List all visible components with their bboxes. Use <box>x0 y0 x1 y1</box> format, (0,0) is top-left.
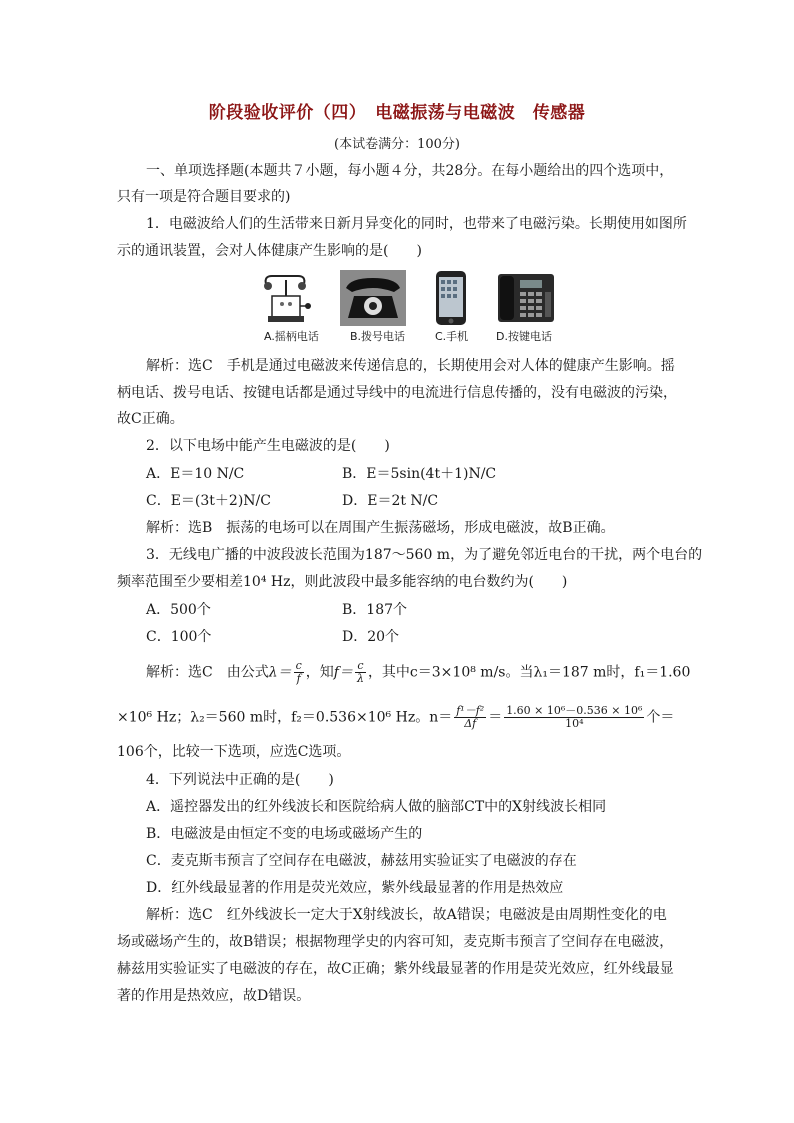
keypad-phone-icon <box>494 270 558 326</box>
formula-lambda: λ＝ <box>268 664 292 681</box>
q2-option-b: B．E＝5sin(4t＋1)N/C <box>342 466 497 482</box>
q2-option-d: D．E＝2t N/C <box>342 493 439 509</box>
q1-answer-line-3: 故C正确。 <box>117 411 184 427</box>
fraction-c-over-f: $\frac{c}{f}$ <box>295 659 302 685</box>
q2-answer: 解析：选B 振荡的电场可以在周围产生振荡磁场，形成电磁波，故B正确。 <box>146 520 615 536</box>
answer-text: 个＝ <box>646 709 675 726</box>
caption-b: B.拨号电话 <box>350 330 406 343</box>
q1-stem-line-1: 1．电磁波给人们的生活带来日新月异变化的同时，也带来了电磁污染。长期使用如图所 <box>146 216 687 232</box>
section-heading-line-2: 只有一项是符合题目要求的) <box>117 189 291 205</box>
q1-figure <box>258 270 558 350</box>
page-title: 阶段验收评价（四） 电磁振荡与电磁波 传感器 <box>208 103 586 123</box>
q1-answer-line-2: 柄电话、拨号电话、按键电话都是通过导线中的电流进行信息传播的，没有电磁波的污染， <box>117 385 677 401</box>
q2-option-a: A．E＝10 N/C <box>146 466 245 482</box>
q4-answer-line-3: 赫兹用实验证实了电磁波的存在，故C正确；紫外线最显著的作用是荧光效应，红外线最显 <box>117 961 674 977</box>
caption-d: D.按键电话 <box>496 330 552 343</box>
mobile-phone-icon <box>434 270 468 326</box>
q1-stem-line-2: 示的通讯装置，会对人体健康产生影响的是( ) <box>117 243 422 259</box>
caption-a: A.摇柄电话 <box>264 330 319 343</box>
crank-phone-icon <box>258 270 316 326</box>
q2-option-c: C．E＝(3t＋2)N/C <box>146 493 271 509</box>
answer-text: ，知 <box>305 664 334 681</box>
q4-option-c: C．麦克斯韦预言了空间存在电磁波，赫兹用实验证实了电磁波的存在 <box>146 853 577 869</box>
answer-text: 解析：选C 由公式 <box>146 664 269 681</box>
q4-option-a: A．遥控器发出的红外线波长和医院给病人做的脑部CT中的X射线波长相同 <box>146 799 607 815</box>
formula-f: f＝ <box>333 664 353 681</box>
q3-option-a: A．500个 <box>146 602 211 618</box>
answer-text: ×10⁶ Hz；λ₂＝560 m时，f₂＝0.536×10⁶ Hz。n＝ <box>117 709 453 726</box>
q3-answer-line-1 <box>146 660 690 685</box>
q3-option-b: B．187个 <box>342 602 408 618</box>
q4-answer-line-1: 解析：选C 红外线波长一定大于X射线波长，故A错误；电磁波是由周期性变化的电 <box>146 907 667 923</box>
q1-answer-line-1: 解析：选C 手机是通过电磁波来传递信息的，长期使用会对人体的健康产生影响。摇 <box>146 358 675 374</box>
fraction-c-over-lambda: $\frac{c}{\lambda}$ <box>356 659 364 685</box>
q2-stem: 2．以下电场中能产生电磁波的是( ) <box>146 438 390 454</box>
caption-c: C.手机 <box>435 330 469 343</box>
q3-option-c: C．100个 <box>146 629 212 645</box>
fraction-values: $\frac{\text{1.60 × 10⁶－0.536 × 10⁶}}{\text{10⁴}}$ <box>506 704 643 730</box>
q3-stem-line-2: 频率范围至少要相差10⁴ Hz，则此波段中最多能容纳的电台数约为( ) <box>117 574 568 590</box>
section-heading-line-1: 一、单项选择题(本题共７小题，每小题４分，共28分。在每小题给出的四个选项中， <box>146 163 674 179</box>
q3-answer-line-3: 106个，比较一下选项，应选C选项。 <box>117 744 351 760</box>
rotary-phone-icon <box>340 270 406 326</box>
q3-stem-line-1: 3．无线电广播的中波段波长范围为187～560 m，为了避免邻近电台的干扰，两个电台的 <box>146 547 703 563</box>
q3-answer-line-2: ×10⁶ Hz；λ₂＝560 m时，f₂＝0.536×10⁶ Hz。n＝ $\frac{\text{f¹－f²}}{\Delta f}$ ＝ $\frac{\text{1.60 × 10⁶－0.536 × 10⁶}}{\text{10⁴}}$ 个＝ <box>117 704 675 730</box>
fraction-n: $\frac{\text{f¹－f²}}{\Delta f}$ <box>456 704 485 730</box>
q4-answer-line-4: 著的作用是热效应，故D错误。 <box>117 988 311 1004</box>
page-subtitle: (本试卷满分：100分) <box>334 137 460 152</box>
q4-stem: 4．下列说法中正确的是( ) <box>146 772 334 788</box>
q4-answer-line-2: 场或磁场产生的，故B错误；根据物理学史的内容可知，麦克斯韦预言了空间存在电磁波， <box>117 934 674 950</box>
q3-option-d: D．20个 <box>342 629 400 645</box>
answer-text: ，其中c＝3×10⁸ m/s。当λ₁＝187 m时，f₁＝1.60 <box>367 664 691 681</box>
q4-option-b: B．电磁波是由恒定不变的电场或磁场产生的 <box>146 826 423 842</box>
q4-option-d: D．红外线最显著的作用是荧光效应，紫外线最显著的作用是热效应 <box>146 880 564 896</box>
